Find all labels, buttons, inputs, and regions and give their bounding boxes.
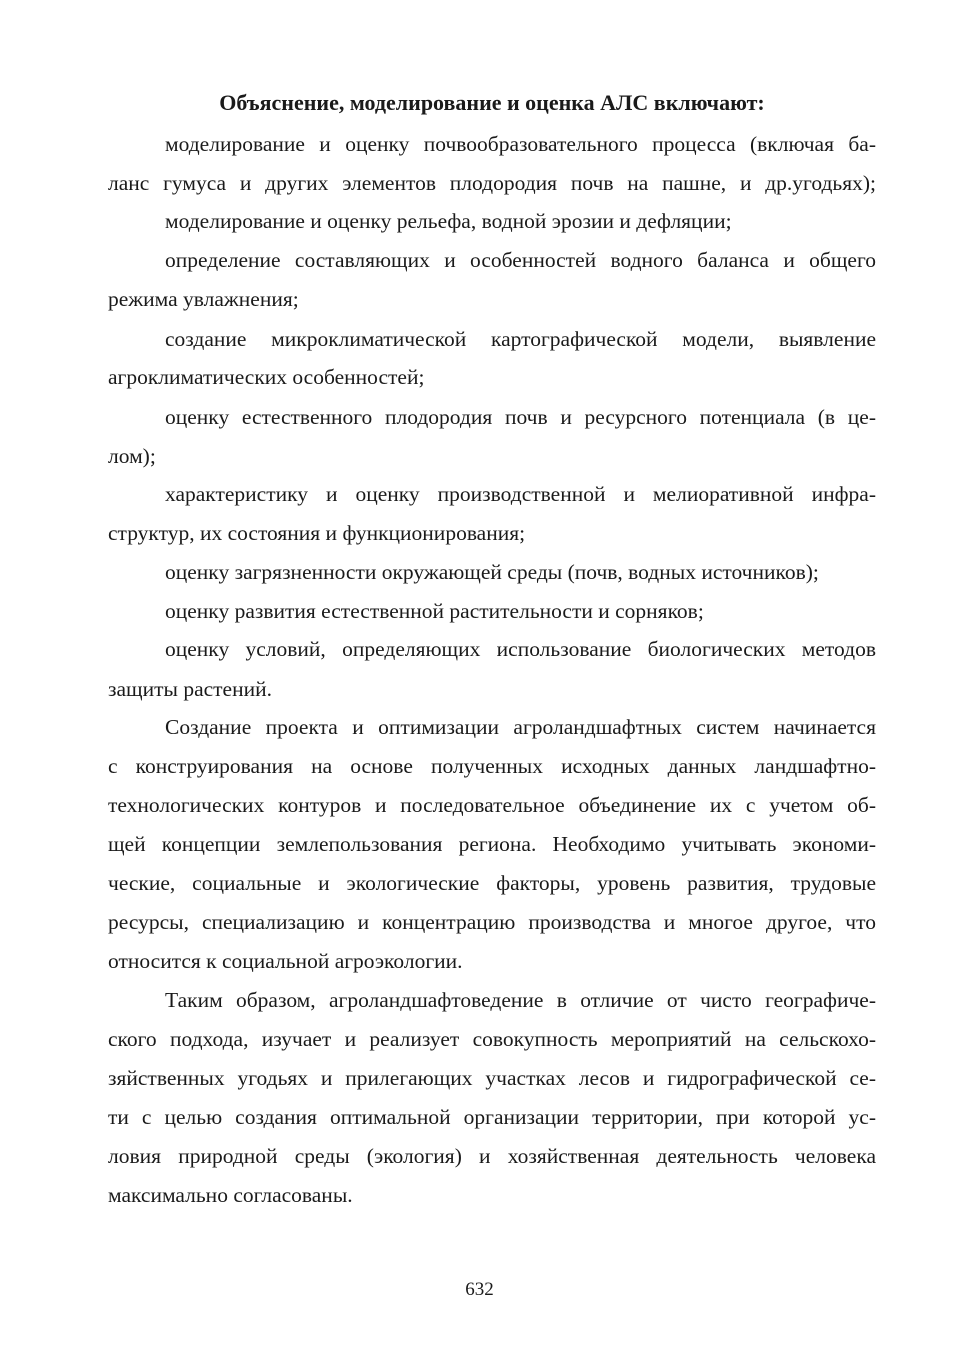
text-line: ресурсы, специализацию и концентрацию производства и многое другое, что bbox=[108, 910, 876, 934]
text-line: Создание проекта и оптимизации агроландшафтных систем начинается bbox=[165, 715, 876, 739]
text-line: зяйственных угодьях и прилегающих участках лесов и гидрографической се- bbox=[108, 1066, 876, 1090]
text-line: агроклиматических особенностей; bbox=[108, 365, 425, 389]
text-line: оценку естественного плодородия почв и ресурсного потенциала (в це- bbox=[165, 405, 876, 429]
text-line: режима увлажнения; bbox=[108, 287, 299, 311]
text-line: ловия природной среды (экология) и хозяйственная деятельность человека bbox=[108, 1144, 876, 1168]
text-line: ти с целью создания оптимальной организации территории, при которой ус- bbox=[108, 1105, 876, 1129]
text-line: оценку загрязненности окружающей среды (почв, водных источников); bbox=[165, 560, 819, 584]
text-line: с конструирования на основе полученных исходных данных ландшафтно- bbox=[108, 754, 876, 778]
section-heading: Объяснение, моделирование и оценка АЛС включают: bbox=[219, 90, 765, 115]
text-line: Таким образом, агроландшафтоведение в отличие от чисто географиче- bbox=[165, 988, 876, 1012]
text-line: щей концепции землепользования региона. Необходимо учитывать экономи- bbox=[108, 832, 876, 856]
text-line: технологических контуров и последовательное объединение их с учетом об- bbox=[108, 793, 876, 817]
text-line: лом); bbox=[108, 444, 156, 468]
text-line: определение составляющих и особенностей водного баланса и общего bbox=[165, 248, 876, 272]
text-line: оценку условий, определяющих использование биологических методов bbox=[165, 637, 876, 661]
text-line: характеристику и оценку производственной и мелиоративной инфра- bbox=[165, 482, 876, 506]
text-line: ского подхода, изучает и реализует совокупность мероприятий на сельскохо- bbox=[108, 1027, 876, 1051]
text-line: относится к социальной агроэкологии. bbox=[108, 949, 463, 973]
text-line: ческие, социальные и экологические факторы, уровень развития, трудовые bbox=[108, 871, 876, 895]
text-line: структур, их состояния и функционирования; bbox=[108, 521, 526, 545]
text-line: оценку развития естественной растительности и сорняков; bbox=[165, 599, 704, 623]
text-line: защиты растений. bbox=[108, 677, 272, 701]
text-line: максимально согласованы. bbox=[108, 1183, 353, 1207]
text-line: создание микроклиматической картографической модели, выявление bbox=[165, 327, 876, 351]
text-line: моделирование и оценку рельефа, водной эрозии и дефляции; bbox=[165, 209, 732, 233]
page-number: 632 bbox=[465, 1279, 494, 1300]
text-line: моделирование и оценку почвообразовательного процесса (включая ба- bbox=[165, 132, 876, 156]
text-line: ланс гумуса и других элементов плодородия почв на пашне, и др.угодьях); bbox=[108, 171, 876, 195]
